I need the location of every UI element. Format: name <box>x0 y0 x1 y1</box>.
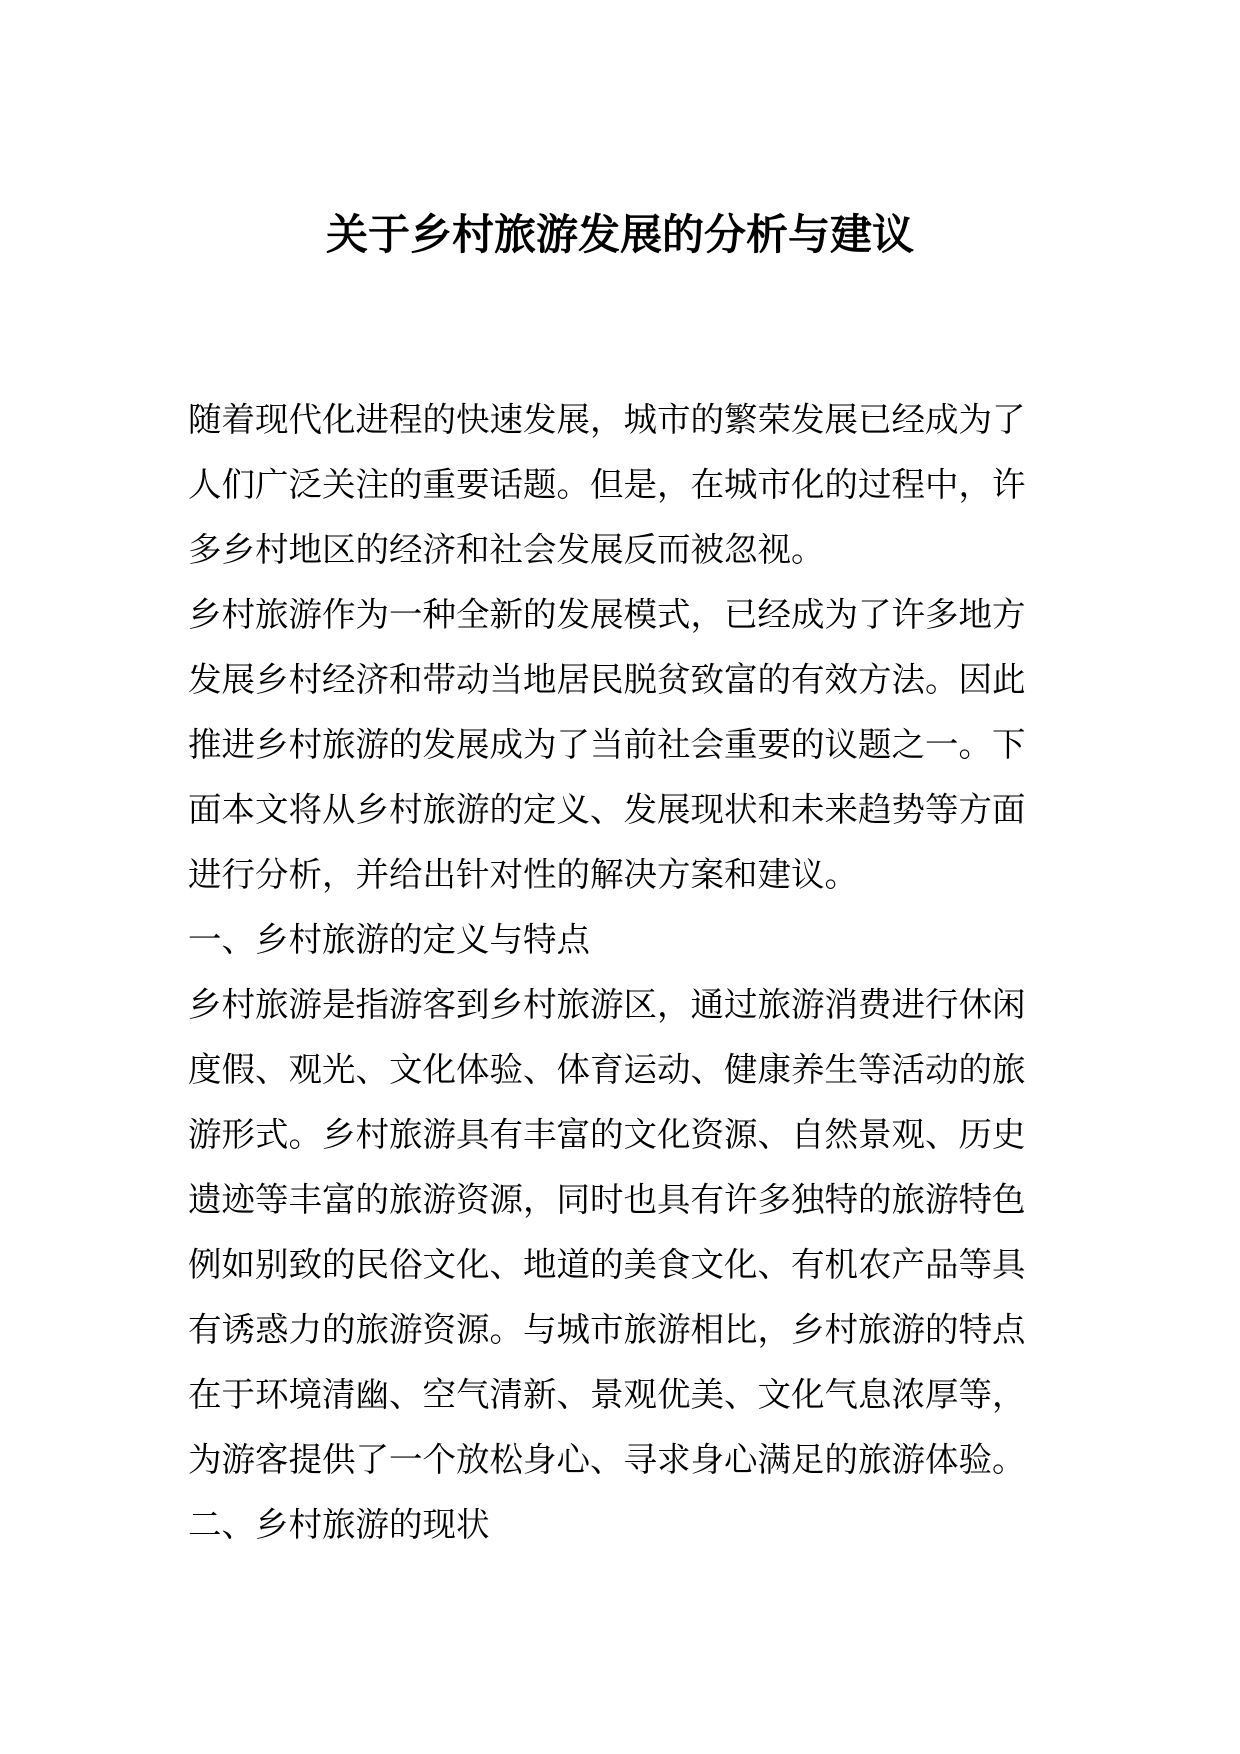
body-line-12: 遗迹等丰富的旅游资源，同时也具有许多独特的旅游特色 <box>188 1180 1026 1219</box>
section-heading-1: 一、乡村旅游的定义与特点 <box>188 920 590 959</box>
body-line-11: 游形式。乡村旅游具有丰富的文化资源、自然景观、历史 <box>188 1115 1026 1154</box>
section-heading-2: 二、乡村旅游的现状 <box>188 1505 490 1544</box>
document-body <box>188 387 1058 1557</box>
body-line-16: 为游客提供了一个放松身心、寻求身心满足的旅游体验。 <box>188 1440 1026 1479</box>
body-line-8: 进行分析，并给出针对性的解决方案和建议。 <box>188 855 858 894</box>
body-line-1: 随着现代化进程的快速发展，城市的繁荣发展已经成为了 <box>188 400 1026 439</box>
body-line-10: 度假、观光、文化体验、体育运动、健康养生等活动的旅 <box>188 1050 1026 1089</box>
body-line-2: 人们广泛关注的重要话题。但是，在城市化的过程中，许 <box>188 465 1026 504</box>
body-line-4: 乡村旅游作为一种全新的发展模式，已经成为了许多地方 <box>188 595 1026 634</box>
body-line-15: 在于环境清幽、空气清新、景观优美、文化气息浓厚等， <box>188 1375 1026 1414</box>
body-line-14: 有诱惑力的旅游资源。与城市旅游相比，乡村旅游的特点 <box>188 1310 1026 1349</box>
body-line-5: 发展乡村经济和带动当地居民脱贫致富的有效方法。因此 <box>188 660 1026 699</box>
body-line-7: 面本文将从乡村旅游的定义、发展现状和未来趋势等方面 <box>188 790 1026 829</box>
body-line-13: 例如别致的民俗文化、地道的美食文化、有机农产品等具 <box>188 1245 1026 1284</box>
body-line-3: 多乡村地区的经济和社会发展反而被忽视。 <box>188 530 825 569</box>
body-line-9: 乡村旅游是指游客到乡村旅游区，通过旅游消费进行休闲 <box>188 985 1026 1024</box>
document-title: 关于乡村旅游发展的分析与建议 <box>325 210 914 259</box>
body-line-6: 推进乡村旅游的发展成为了当前社会重要的议题之一。下 <box>188 725 1026 764</box>
